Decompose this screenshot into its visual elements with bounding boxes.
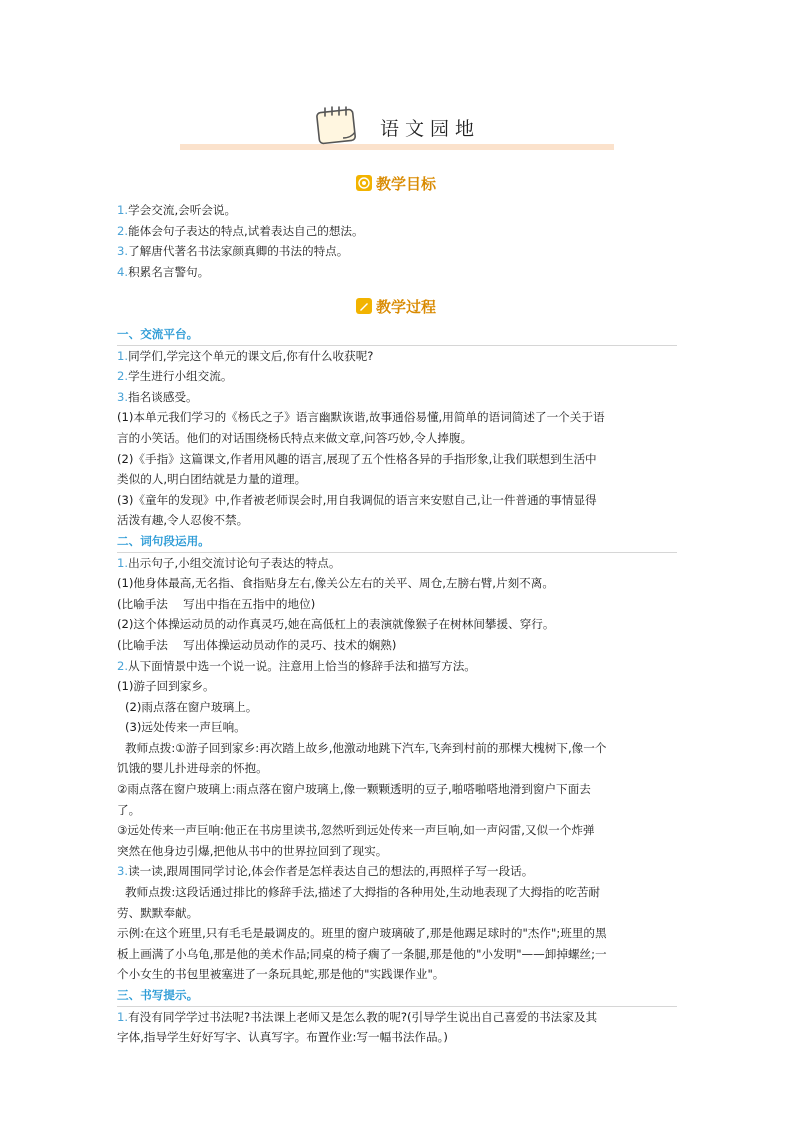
section-heading: 二、词句段运用。 <box>117 531 677 553</box>
list-item: 1.学会交流,会听会说。 <box>117 203 237 217</box>
section-heading: 一、交流平台。 <box>117 324 677 346</box>
process-heading <box>356 295 436 317</box>
paragraph: 劳、默默奉献。 <box>117 905 199 920</box>
paragraph: (比喻手法 写出中指在五指中的地位) <box>117 596 316 611</box>
paragraph: 教师点拨:这段话通过排比的修辞手法,描述了大拇指的各种用处,生动地表现了大拇指的吃苦耐 <box>125 885 601 900</box>
list-item: 2.学生进行小组交流。 <box>117 369 233 384</box>
list-item: 1.出示句子,小组交流讨论句子表达的特点。 <box>117 555 341 570</box>
list-item: 4.积累名言警句。 <box>117 264 210 279</box>
paragraph: (1)本单元我们学习的《杨氏之子》语言幽默诙谐,故事通俗易懂,用简单的语词简述了一个关于语 <box>117 410 605 425</box>
paragraph: 活泼有趣,令人忍俊不禁。 <box>117 513 249 528</box>
paragraph: 了。 <box>117 802 141 817</box>
paragraph: (2)《手指》这篇课文,作者用风趣的语言,展现了五个性格各异的手指形象,让我们联想到生活中 <box>117 451 597 466</box>
paragraph: 类似的人,明白团结就是力量的道理。 <box>117 472 307 487</box>
paragraph: (2)雨点落在窗户玻璃上。 <box>125 699 258 714</box>
paragraph: 突然在他身边引爆,把他从书中的世界拉回到了现实。 <box>117 843 388 858</box>
list-item: 3.了解唐代著名书法家颜真卿的书法的特点。 <box>117 244 349 259</box>
header-bar <box>180 144 614 150</box>
paragraph: (3)远处传来一声巨响。 <box>125 720 246 735</box>
notebook-icon <box>315 104 359 146</box>
paragraph: 饥饿的婴儿扑进母亲的怀抱。 <box>117 761 268 776</box>
paragraph: 示例:在这个班里,只有毛毛是最调皮的。班里的窗户玻璃破了,那是他踢足球时的"杰作";班里的黑 <box>117 926 607 941</box>
list-item: 1.同学们,学完这个单元的课文后,你有什么收获呢? <box>117 348 374 363</box>
paragraph: 板上画满了小乌龟,那是他的美术作品;同桌的椅子瘸了一条腿,那是他的"小发明"——卸掉螺丝;一 <box>117 946 607 961</box>
paragraph: (3)《童年的发现》中,作者被老师误会时,用自我调侃的语言来安慰自己,让一件普通的事情显得 <box>117 492 597 507</box>
goals-title: 教学目标 <box>376 174 437 193</box>
paragraph: ③远处传来一声巨响:他正在书房里读书,忽然听到远处传来一声巨响,如一声闷雷,又似一个炸弹 <box>117 823 595 838</box>
list-item: 3.指名谈感受。 <box>117 389 198 404</box>
goals-list <box>117 200 677 282</box>
process-body <box>117 324 677 1048</box>
paragraph: (比喻手法 写出体操运动员动作的灵巧、技术的娴熟) <box>117 637 397 652</box>
paragraph: (2)这个体操运动员的动作真灵巧,她在高低杠上的表演就像猴子在树林间攀援、穿行。 <box>117 617 555 632</box>
paragraph: 教师点拨:①游子回到家乡:再次踏上故乡,他激动地跳下汽车,飞奔到村前的那棵大槐树下,像一个 <box>125 740 607 755</box>
page-title: 语文园地 <box>380 118 481 140</box>
list-item: 2.能体会句子表达的特点,试着表达自己的想法。 <box>117 223 364 238</box>
list-item: 1.有没有同学学过书法呢?书法课上老师又是怎么教的呢?(引导学生说出自己喜爱的书法家及其 <box>117 1009 598 1024</box>
section-heading: 三、书写提示。 <box>117 985 677 1007</box>
list-item: 2.从下面情景中选一个说一说。注意用上恰当的修辞手法和描写方法。 <box>117 658 476 673</box>
pencil-icon <box>356 298 372 314</box>
paragraph: (1)游子回到家乡。 <box>117 679 215 694</box>
goals-heading <box>356 172 436 194</box>
target-icon <box>356 175 372 191</box>
paragraph: 个小女生的书包里被塞进了一条玩具蛇,那是他的"实践课作业"。 <box>117 967 445 982</box>
paragraph: (1)他身体最高,无名指、食指贴身左右,像关公左右的关平、周仓,左膀右臂,片刻不离。 <box>117 576 554 591</box>
list-item: 3.读一读,跟周围同学讨论,体会作者是怎样表达自己的想法的,再照样子写一段话。 <box>117 864 534 879</box>
paragraph: 言的小笑话。他们的对话围绕杨氏特点来做文章,问答巧妙,令人捧腹。 <box>117 430 473 445</box>
page-header <box>180 104 614 152</box>
paragraph: ②雨点落在窗户玻璃上:雨点落在窗户玻璃上,像一颗颗透明的豆子,啪嗒啪嗒地滑到窗户下面去 <box>117 782 591 797</box>
paragraph: 字体,指导学生好好写字、认真写字。布置作业:写一幅书法作品。) <box>117 1030 448 1045</box>
process-title: 教学过程 <box>376 297 437 316</box>
